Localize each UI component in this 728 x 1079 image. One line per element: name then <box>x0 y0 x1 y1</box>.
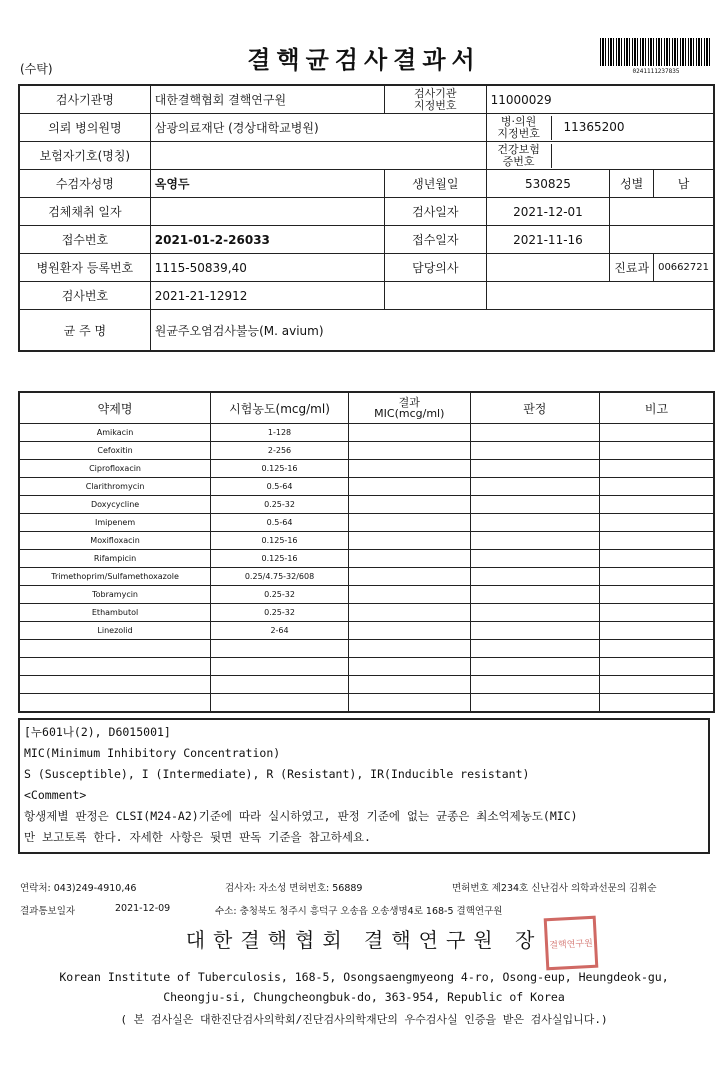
interpretation <box>470 442 599 460</box>
empty-cell <box>211 658 349 676</box>
empty-cell <box>19 640 211 658</box>
remarks <box>600 460 715 478</box>
license-text: 면허번호 제234호 신난검사 의학과선문의 김휘순 <box>452 883 657 894</box>
drug-row <box>19 604 714 622</box>
strain-label: 균 주 명 <box>19 310 150 352</box>
test-range: 0.125-16 <box>211 460 349 478</box>
empty-row <box>19 658 714 676</box>
interpretation <box>470 568 599 586</box>
address-korean: 수소: 충청북도 청주시 흥덕구 오송읍 오송생명4로 168-5 결핵연구원 <box>215 906 503 917</box>
comment-line: S (Susceptible), I (Intermediate), R (Resistant), IR(Inducible resistant) <box>24 767 530 781</box>
test-range: 2-64 <box>211 622 349 640</box>
empty-cell <box>211 694 349 713</box>
empty-cell <box>600 694 715 713</box>
test-date-label: 검사일자 <box>384 198 486 226</box>
lab-no-value: 11000029 <box>486 85 714 114</box>
receipt-date-value: 2021-11-16 <box>486 226 610 254</box>
drug-row <box>19 442 714 460</box>
empty-cell <box>600 640 715 658</box>
remarks <box>600 550 715 568</box>
drug-row <box>19 514 714 532</box>
empty-cell <box>470 694 599 713</box>
document-subtitle: (수탁) <box>20 62 53 76</box>
empty-cell <box>19 658 211 676</box>
drug-name: Ethambutol <box>19 604 211 622</box>
sex-label: 성별 <box>610 170 654 198</box>
test-range: 0.25-32 <box>211 496 349 514</box>
remarks <box>600 424 715 442</box>
interpretation <box>470 622 599 640</box>
drug-susceptibility-table <box>18 391 715 713</box>
remarks <box>600 496 715 514</box>
receipt-date-label: 접수일자 <box>384 226 486 254</box>
comment-line: MIC(Minimum Inhibitory Concentration) <box>24 746 281 760</box>
empty-row <box>19 676 714 694</box>
comment-line: <Comment> <box>24 788 87 802</box>
empty-cell <box>211 640 349 658</box>
empty-cell <box>610 226 714 254</box>
drug-row <box>19 460 714 478</box>
mic-result <box>348 586 470 604</box>
remarks <box>600 442 715 460</box>
insurer-label: 보험자기호(명칭) <box>19 142 150 170</box>
doctor-value <box>486 254 610 282</box>
drug-name: Tobramycin <box>19 586 211 604</box>
document-title: 결핵균검사결과서 <box>247 46 481 74</box>
empty-row <box>19 694 714 713</box>
empty-cell <box>384 282 486 310</box>
test-range: 0.125-16 <box>211 532 349 550</box>
drug-row <box>19 586 714 604</box>
remarks <box>600 568 715 586</box>
header-remarks: 비고 <box>600 392 715 424</box>
empty-cell <box>211 676 349 694</box>
test-range: 0.25/4.75-32/608 <box>211 568 349 586</box>
hospital-no-value: 11365200 <box>563 120 625 134</box>
drug-name: Rifampicin <box>19 550 211 568</box>
collect-date-label: 검체채취 일자 <box>19 198 150 226</box>
test-range: 2-256 <box>211 442 349 460</box>
drug-row <box>19 622 714 640</box>
mic-result <box>348 550 470 568</box>
strain-value: 원균주오염검사불능(M. avium) <box>150 310 714 352</box>
address-english-2: Cheongju-si, Chungcheongbuk-do, 363-954, Republic of Korea <box>163 990 565 1004</box>
mic-result <box>348 604 470 622</box>
drug-name: Imipenem <box>19 514 211 532</box>
insurer-value <box>150 142 486 170</box>
barcode-number: 0241111237835 <box>632 68 680 75</box>
test-range: 0.25-32 <box>211 604 349 622</box>
registration-label: 병원환자 등록번호 <box>19 254 150 282</box>
test-range: 0.25-32 <box>211 586 349 604</box>
empty-cell <box>470 640 599 658</box>
cert-cell <box>486 142 714 170</box>
test-range: 0.125-16 <box>211 550 349 568</box>
interpretation <box>470 514 599 532</box>
mic-result <box>348 532 470 550</box>
comment-line: 만 보고토록 한다. 자세한 사항은 뒷면 판독 기준을 참고하세요. <box>24 830 371 844</box>
test-range: 1-128 <box>211 424 349 442</box>
empty-cell <box>600 658 715 676</box>
drug-row <box>19 568 714 586</box>
sex-value: 남 <box>654 170 714 198</box>
seal-text: 결핵연구원 <box>549 938 594 951</box>
mic-result <box>348 460 470 478</box>
mic-result <box>348 478 470 496</box>
dob-value: 530825 <box>486 170 610 198</box>
interpretation <box>470 604 599 622</box>
mic-result <box>348 568 470 586</box>
empty-cell <box>348 694 470 713</box>
dept-label: 진료과 <box>610 254 654 282</box>
remarks <box>600 478 715 496</box>
drug-name: Cefoxitin <box>19 442 211 460</box>
address-english-1: Korean Institute of Tuberculosis, 168-5, Osongsaengmyeong 4-ro, Osong-eup, Heungdeok-gu, <box>59 970 669 984</box>
drug-row <box>19 496 714 514</box>
empty-cell <box>19 676 211 694</box>
test-no-value: 2021-21-12912 <box>150 282 384 310</box>
empty-row <box>19 640 714 658</box>
registration-value: 1115-50839,40 <box>150 254 384 282</box>
patient-value: 옥영두 <box>150 170 384 198</box>
header-range: 시험농도(mcg/ml) <box>211 392 349 424</box>
remarks <box>600 532 715 550</box>
mic-result <box>348 442 470 460</box>
report-date-value: 2021-12-09 <box>115 903 171 914</box>
interpretation <box>470 424 599 442</box>
empty-cell <box>486 282 714 310</box>
info-table <box>18 84 715 352</box>
interpretation <box>470 496 599 514</box>
lab-value: 대한결핵협회 결핵연구원 <box>150 85 384 114</box>
drug-name: Ciprofloxacin <box>19 460 211 478</box>
mic-result <box>348 622 470 640</box>
remarks <box>600 622 715 640</box>
mic-result <box>348 424 470 442</box>
drug-name: Trimethoprim/Sulfamethoxazole <box>19 568 211 586</box>
interpretation <box>470 460 599 478</box>
hospital-label: 의뢰 병의원명 <box>19 114 150 142</box>
comment-box <box>18 718 710 854</box>
lab-no-label: 검사기관 지정번호 <box>384 85 486 114</box>
interpretation <box>470 532 599 550</box>
empty-cell <box>610 198 714 226</box>
comment-line: 항생제별 판정은 CLSI(M24-A2)기준에 따라 실시하였고, 판정 기준에 없는 균종은 최소억제농도(MIC) <box>24 809 578 823</box>
empty-cell <box>348 658 470 676</box>
hospital-no-cell <box>486 114 714 142</box>
empty-cell <box>470 658 599 676</box>
remarks <box>600 586 715 604</box>
drug-row <box>19 532 714 550</box>
tester-text: 검사자: 자소성 면허번호: 56889 <box>225 883 363 894</box>
interpretation <box>470 586 599 604</box>
drug-row <box>19 424 714 442</box>
test-no-label: 검사번호 <box>19 282 150 310</box>
mic-result <box>348 496 470 514</box>
drug-row <box>19 478 714 496</box>
official-seal <box>544 916 599 971</box>
test-date-value: 2021-12-01 <box>486 198 610 226</box>
drug-name: Amikacin <box>19 424 211 442</box>
receipt-label: 접수번호 <box>19 226 150 254</box>
remarks <box>600 604 715 622</box>
lab-label: 검사기관명 <box>19 85 150 114</box>
comment-line: [누601나(2), D6015001] <box>24 725 171 739</box>
interpretation <box>470 478 599 496</box>
hospital-no-label: 병·의원 지정번호 <box>487 116 552 140</box>
drug-name: Clarithromycin <box>19 478 211 496</box>
empty-cell <box>348 640 470 658</box>
drug-row <box>19 550 714 568</box>
header-mic: 결과 MIC(mcg/ml) <box>348 392 470 424</box>
doctor-label: 담당의사 <box>384 254 486 282</box>
header-interpretation: 판정 <box>470 392 599 424</box>
dept-value: 00662721 <box>654 254 714 282</box>
remarks <box>600 514 715 532</box>
empty-cell <box>348 676 470 694</box>
interpretation <box>470 550 599 568</box>
dob-label: 생년월일 <box>384 170 486 198</box>
phone-text: 연락처: 043)249-4910,46 <box>20 883 137 894</box>
drug-name: Linezolid <box>19 622 211 640</box>
collect-date-value <box>150 198 384 226</box>
cert-label: 건강보험 증번호 <box>487 144 552 168</box>
certification-note: ( 본 검사실은 대한진단검사의학회/진단검사의학재단의 우수검사실 인증을 받은 검사실입니다.) <box>120 1013 608 1026</box>
drug-name: Moxifloxacin <box>19 532 211 550</box>
report-date-label: 결과통보일자 <box>20 906 76 917</box>
mic-result <box>348 514 470 532</box>
barcode-image <box>600 38 712 66</box>
receipt-value: 2021-01-2-26033 <box>150 226 384 254</box>
test-range: 0.5-64 <box>211 514 349 532</box>
drug-name: Doxycycline <box>19 496 211 514</box>
empty-cell <box>600 676 715 694</box>
hospital-value: 삼광의료재단 (경상대학교병원) <box>150 114 486 142</box>
test-range: 0.5-64 <box>211 478 349 496</box>
organization-name: 대한결핵협회 결핵연구원 장 <box>185 928 543 952</box>
patient-label: 수검자성명 <box>19 170 150 198</box>
empty-cell <box>470 676 599 694</box>
header-drug: 약제명 <box>19 392 211 424</box>
empty-cell <box>19 694 211 713</box>
